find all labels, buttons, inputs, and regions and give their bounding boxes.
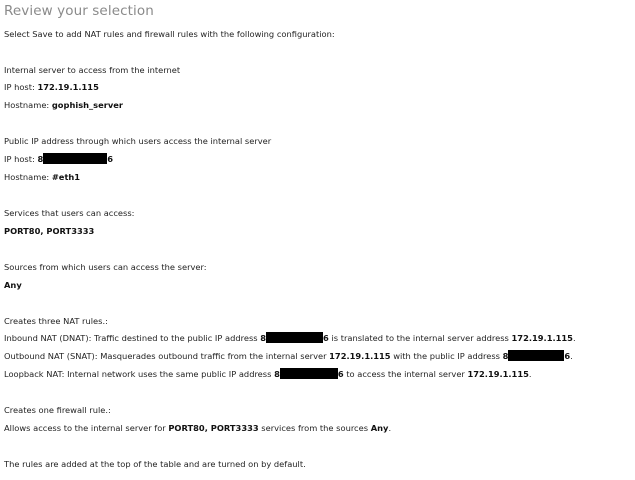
inbound-text-1: Inbound NAT (DNAT): Traffic destined to the public IP address [4, 333, 261, 343]
inbound-ip-suffix: 6 [323, 333, 329, 343]
intro-text: Select Save to add NAT rules and firewall rules with the following configuration: [4, 29, 335, 39]
internal-hostname-label: Hostname: [4, 100, 52, 110]
services-heading: Services that users can access: [4, 208, 135, 218]
public-ip-heading: Public IP address through which users access the internal server [4, 136, 272, 146]
public-ip-prefix: 8 [37, 154, 44, 164]
firewall-sources: Any [370, 423, 389, 433]
outbound-text-3: . [570, 351, 573, 361]
public-ip-row [4, 153, 113, 165]
inbound-ip-prefix: 8 [260, 333, 267, 343]
loopback-text-2: to access the internal server [343, 369, 468, 379]
loopback-text-3: . [528, 369, 532, 379]
redaction-bar [266, 332, 323, 343]
inbound-text-2: is translated to the internal server address [328, 333, 512, 343]
inbound-text-3: . [572, 333, 576, 343]
firewall-text-2: services from the sources [258, 423, 371, 433]
redaction-bar [280, 368, 338, 379]
public-ip-label: IP host: [4, 154, 38, 164]
firewall-rule [4, 422, 391, 434]
outbound-ip-suffix: 6 [564, 351, 571, 361]
redaction-bar [43, 153, 107, 164]
loopback-ip-prefix: 8 [274, 369, 280, 379]
loopback-ip-suffix: 6 [337, 369, 344, 379]
services-list: PORT80, PORT3333 [4, 226, 95, 236]
internal-ip-label: IP host: [4, 82, 38, 92]
public-hostname-row [4, 171, 80, 183]
firewall-heading: Creates one firewall rule.: [4, 405, 111, 415]
outbound-text-2: with the public IP address [390, 351, 503, 361]
inbound-server-ip: 172.19.1.115 [511, 333, 573, 343]
loopback-server-ip: 172.19.1.115 [467, 369, 529, 379]
internal-ip-value: 172.19.1.115 [37, 82, 99, 92]
internal-server-heading: Internal server to access from the internet [4, 65, 181, 75]
nat-rule-loopback [4, 368, 532, 380]
page-title: Review your selection [4, 3, 154, 19]
firewall-text-1: Allows access to the internal server for [4, 423, 169, 433]
nat-rule-inbound [4, 332, 576, 344]
internal-hostname-value: gophish_server [51, 100, 123, 110]
public-ip-suffix: 6 [107, 154, 113, 164]
footer-note: The rules are added at the top of the table and are turned on by default. [4, 459, 306, 469]
loopback-text-1: Loopback NAT: Internal network uses the same public IP address [4, 369, 275, 379]
public-hostname-label: Hostname: [4, 172, 52, 182]
sources-value [4, 279, 22, 291]
services-value [4, 225, 94, 237]
nat-rule-outbound [4, 350, 573, 362]
outbound-ip-prefix: 8 [502, 351, 509, 361]
nat-rules-heading: Creates three NAT rules.: [4, 316, 108, 326]
internal-ip-row [4, 81, 99, 93]
redaction-bar [508, 350, 564, 361]
firewall-services: PORT80, PORT3333 [168, 423, 259, 433]
outbound-server-ip: 172.19.1.115 [329, 351, 391, 361]
outbound-text-1: Outbound NAT (SNAT): Masquerades outbound traffic from the internal server [4, 351, 330, 361]
sources-list: Any [4, 280, 22, 290]
sources-heading: Sources from which users can access the server: [4, 262, 207, 272]
public-hostname-value: #eth1 [51, 172, 81, 182]
firewall-text-3: . [388, 423, 392, 433]
internal-hostname-row [4, 99, 123, 111]
